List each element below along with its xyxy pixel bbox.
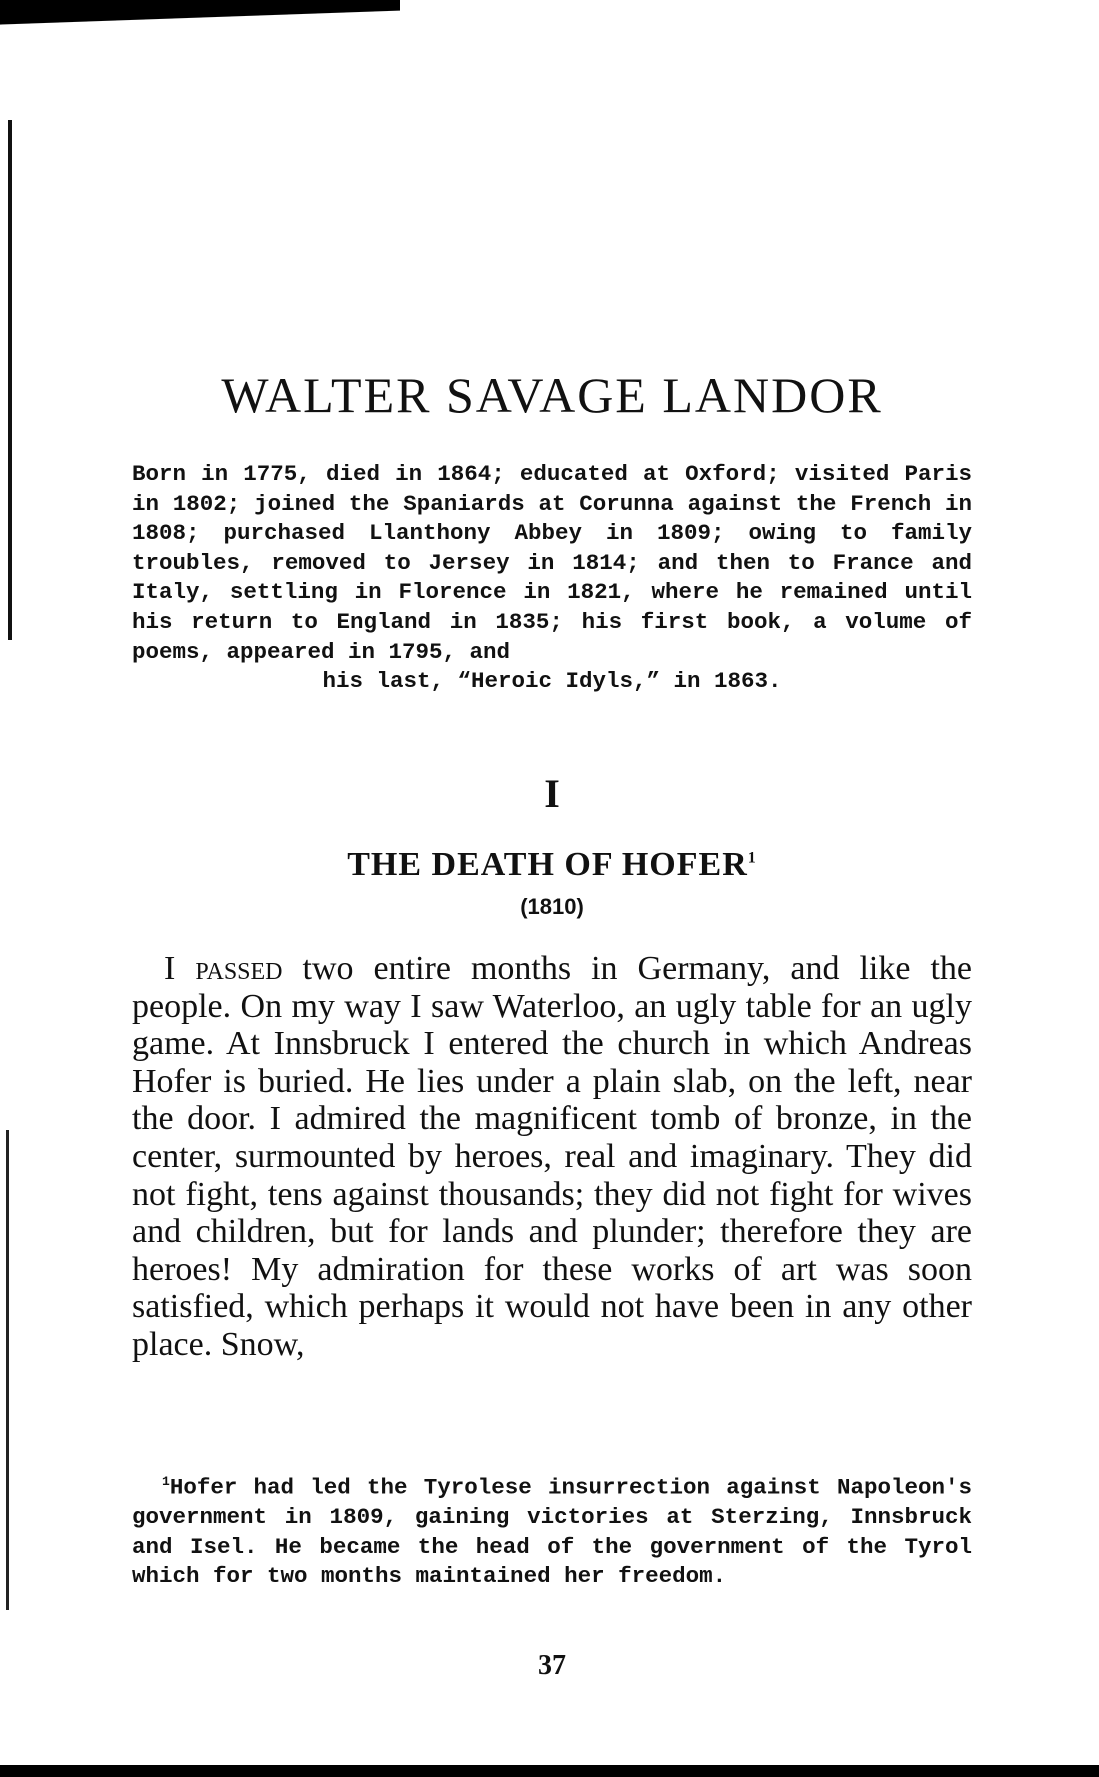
author-bio [132, 460, 972, 697]
chapter-title: THE DEATH OF HOFER [347, 846, 748, 883]
chapter-year: (1810) [520, 894, 584, 919]
footnote-text: Hofer had led the Tyrolese insurrection against Napoleon's government in 1809, gaining victories at Sterzing, Innsbruck and Isel. He became the head of the government of the Tyrol which for two months maintained her freedom. [132, 1474, 972, 1589]
scan-edge-left [8, 120, 12, 640]
footnote-marker: 1 [162, 1474, 170, 1489]
author-bio-body: Born in 1775, died in 1864; educated at Oxford; visited Paris in 1802; joined the Spaniards at Corunna against the French in 1808; purchased Llanthony Abbey in 1809; owing to family troubles, removed to Jersey in 1814; and then to France and Italy, settling in Florence in 1821, where he remained until his return to England in 1835; his first book, a volume of poems, appeared in 1795, and [132, 461, 972, 665]
body-text: two entire months in Germany, and like the people. On my way I saw Waterloo, an ugly table for an ugly game. At Innsbruck I entered the church in which Andreas Hofer is buried. He lies under a plain slab, on the left, near the door. I admired the magnificent tomb of bronze, in the center, surmounted by heroes, real and imaginary. They did not fight, tens against thousands; they did not fight for wives and children, but for lands and plunder; therefore they are heroes! My admiration for these works of art was soon satisfied, which perhaps it would not have been in any other place. Snow, [132, 950, 973, 1363]
body-paragraph [132, 950, 972, 1364]
chapter-heading [132, 846, 972, 884]
scan-edge-left-lower [6, 1130, 9, 1610]
author-bio-last-line: his last, “Heroic Idyls,” in 1863. [322, 668, 782, 695]
scan-edge-top [0, 0, 400, 40]
chapter-footnote-marker: 1 [747, 849, 757, 867]
body-first-word: I passed [164, 950, 283, 987]
scan-edge-bottom [0, 1765, 1099, 1777]
page-number: 37 [538, 1650, 566, 1681]
footnote [132, 1467, 972, 1592]
section-numeral: I [544, 771, 560, 816]
page-title: WALTER SAVAGE LANDOR [221, 367, 883, 423]
